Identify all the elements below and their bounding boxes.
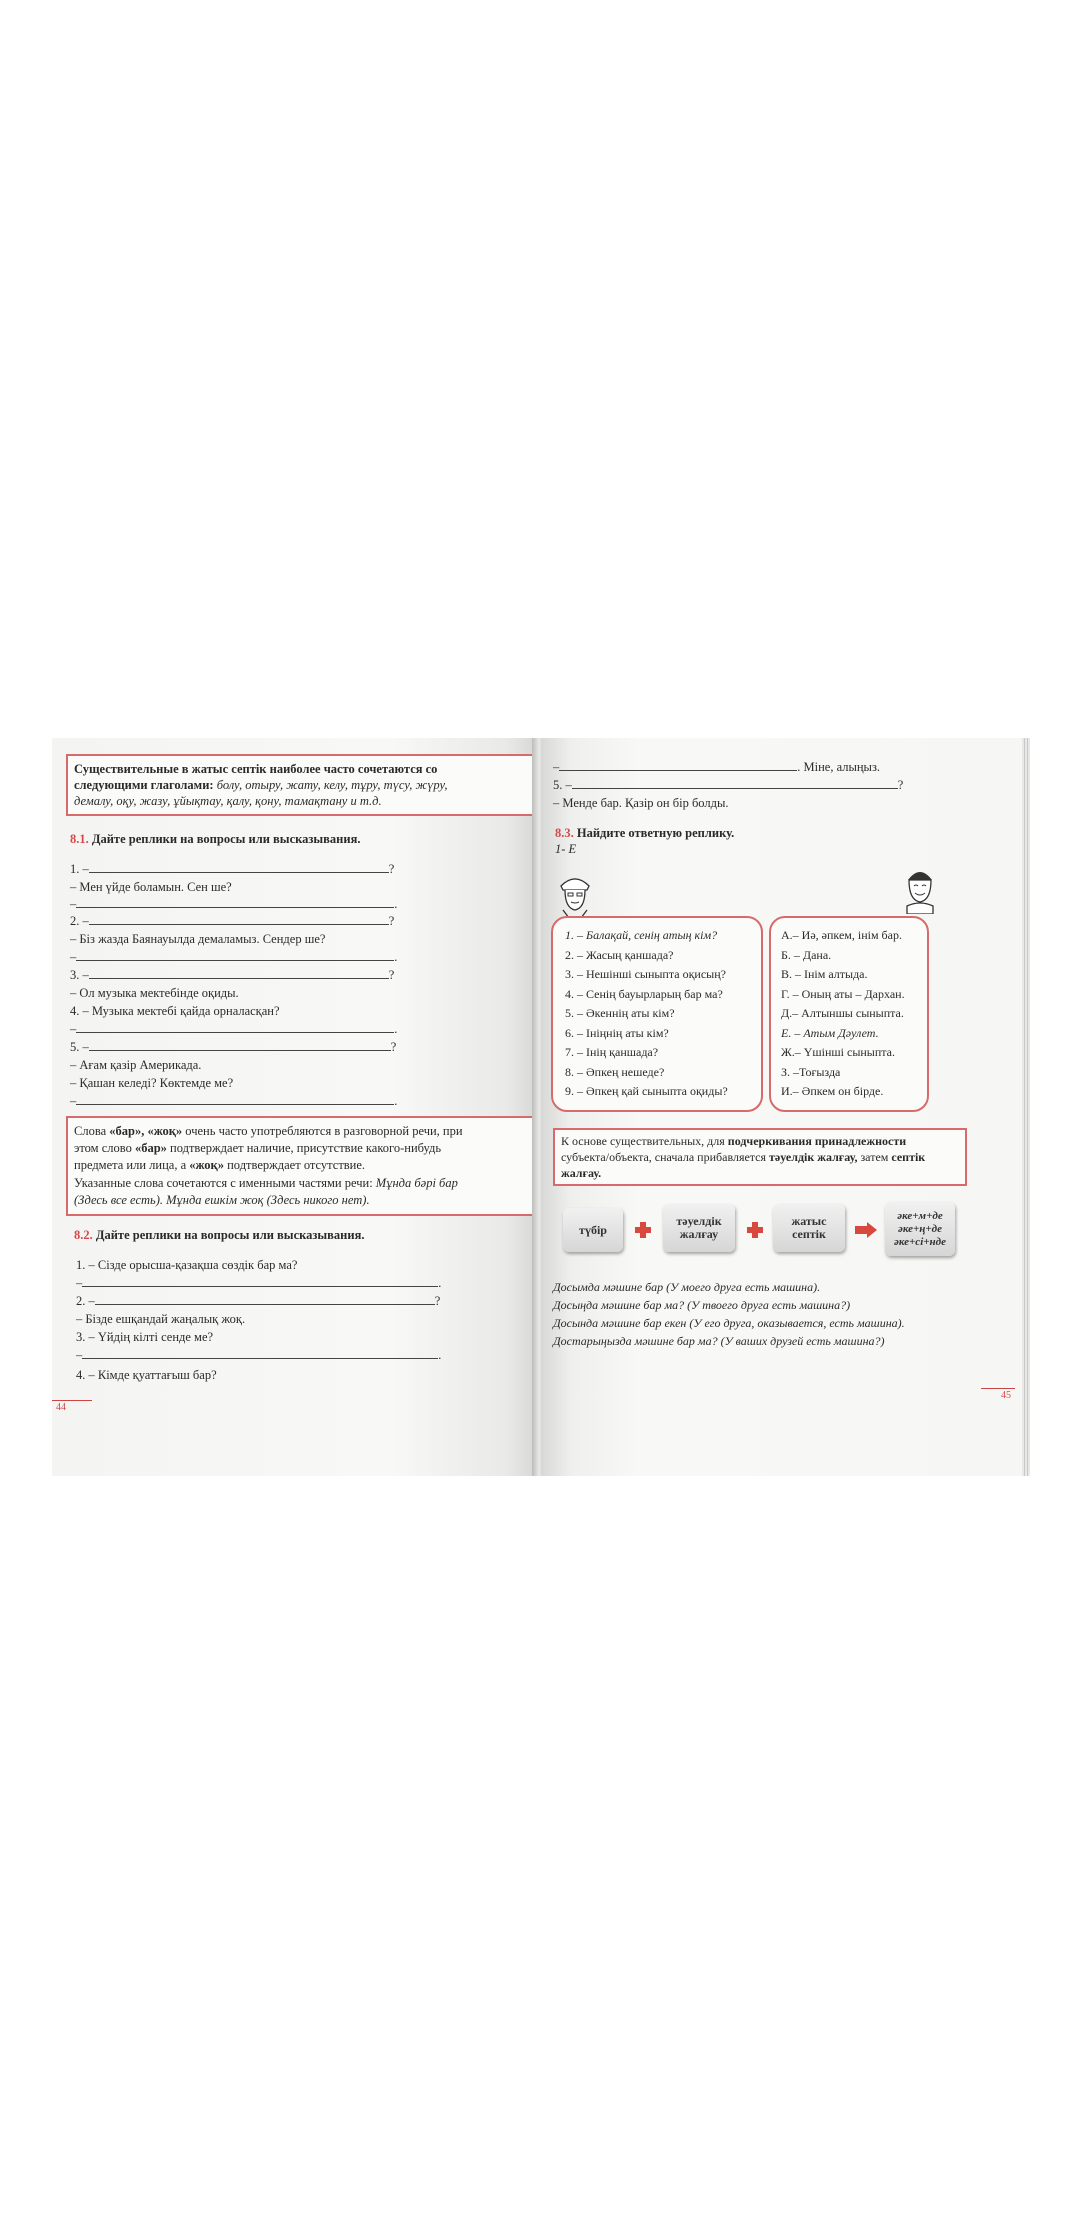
- chip-result: әке+м+де әке+ң+де әке+сі+нде: [885, 1202, 955, 1256]
- ex81-number: 8.1.: [70, 832, 89, 846]
- left-page: [52, 738, 536, 1476]
- ex82-line-3: 2. – ?: [76, 1294, 441, 1308]
- rule-box-zhatys: [66, 754, 536, 816]
- answer-item: И.– Әпкем он бірде.: [781, 1084, 884, 1098]
- question-item: 7. – Інің қаншада?: [565, 1045, 659, 1059]
- questions-bubble: [551, 916, 763, 1112]
- ex81-line-13: – Қашан келеді? Көктемде ме?: [70, 1076, 234, 1090]
- ex83-number: 8.3.: [555, 826, 574, 840]
- plus-icon: [635, 1222, 651, 1238]
- open-textbook: [52, 738, 1030, 1476]
- boy-with-cap-icon: [557, 870, 593, 918]
- footer-rule-right: [981, 1388, 1015, 1389]
- ex82-line-5: 3. – Үйдің кілті сенде ме?: [76, 1330, 214, 1344]
- answer-blank[interactable]: [572, 776, 898, 789]
- ex83-sample-answer: 1- Е: [555, 842, 577, 856]
- answer-item: Ж.– Үшінші сыныпта.: [781, 1045, 895, 1059]
- footer-rule-left: [52, 1400, 92, 1401]
- answer-item: В. – Інім алтыда.: [781, 967, 868, 981]
- example-line: Досымда мәшине бар (У моего друга есть машина).: [553, 1280, 821, 1294]
- chip-taueldik-zhalgau: тәуелдік жалғау: [663, 1204, 735, 1252]
- ex82-line-2: – .: [76, 1276, 442, 1290]
- arrow-right-icon: [855, 1222, 877, 1238]
- rule-line-1: Существительные в жатыс септік наиболее часто сочетаются со: [74, 762, 438, 776]
- answers-list: [781, 926, 905, 1102]
- question-item: 5. – Әкеннің аты кім?: [565, 1006, 675, 1020]
- ex81-line-7: 3. – ?: [70, 968, 395, 982]
- ex83-title: Найдите ответную реплику.: [573, 826, 735, 840]
- ex81-line-4: 2. – ?: [70, 914, 395, 928]
- answer-blank[interactable]: [95, 1292, 435, 1305]
- chip-tubir: түбір: [563, 1208, 623, 1252]
- answer-blank[interactable]: [89, 1038, 391, 1051]
- example-line: Достарыңызда мәшине бар ма? (У ваших друзей есть машина?): [553, 1334, 885, 1348]
- ex81-heading: [70, 830, 360, 849]
- bar-line-2: этом слово «бар» подтверждает наличие, присутствие какого-нибудь: [74, 1141, 442, 1155]
- ex81-line-9: 4. – Музыка мектебі қайда орналасқан?: [70, 1004, 280, 1018]
- right-page: [541, 738, 1030, 1476]
- question-item: 1. – Балақай, сенің атың кім?: [565, 928, 718, 942]
- ex81-title: Дайте реплики на вопросы или высказывания.: [88, 832, 361, 846]
- ex81-line-11: 5. – ?: [70, 1040, 397, 1054]
- answer-blank[interactable]: [76, 1092, 394, 1105]
- poss-line-2: субъекта/объекта, сначала прибавляется тәуелдік жалғау, затем септік: [561, 1150, 926, 1164]
- ex83-heading: [555, 824, 734, 843]
- ex82-line-1: 1. – Сізде орысша-қазақша сөздік бар ма?: [76, 1258, 298, 1272]
- ex81-line-14: – .: [70, 1094, 398, 1108]
- ex81-line-5: – Біз жазда Баянауылда демаламыз. Сендер ше?: [70, 932, 326, 946]
- right-top-line-1: – . Міне, алыңыз.: [553, 760, 881, 774]
- example-line: Досыңда мәшине бар ма? (У твоего друга есть машина?): [553, 1298, 851, 1312]
- ex81-line-8: – Ол музыка мектебінде оқиды.: [70, 986, 239, 1000]
- bar-zhok-box: [66, 1116, 536, 1216]
- answer-blank[interactable]: [559, 758, 797, 771]
- ex82-line-7: 4. – Кімде қуаттағыш бар?: [76, 1368, 217, 1382]
- ex82-heading: [74, 1226, 364, 1245]
- answer-blank[interactable]: [89, 966, 389, 979]
- bar-line-3: предмета или лица, а «жоқ» подтверждает отсутствие.: [74, 1158, 366, 1172]
- answers-bubble: [769, 916, 929, 1112]
- boy-smiling-icon: [903, 864, 937, 914]
- ex81-line-12: – Ағам қазір Америкада.: [70, 1058, 202, 1072]
- ex81-line-3: – .: [70, 897, 398, 911]
- ex82-line-4: – Бізде ешқандай жаңалық жоқ.: [76, 1312, 246, 1326]
- right-top-line-3: – Менде бар. Қазір он бір болды.: [553, 796, 729, 810]
- question-item: 9. – Әпкең қай сыныпта оқиды?: [565, 1084, 728, 1098]
- answer-item: З. –Тоғызда: [781, 1064, 841, 1079]
- question-item: 6. – Ініңнің аты кім?: [565, 1025, 669, 1040]
- possessive-rule-box: [553, 1128, 967, 1186]
- rule-line-2-italic: болу, отыру, жату, келу, тұру, түсу, жүру,: [213, 778, 448, 792]
- ex81-line-2: – Мен үйде боламын. Сен ше?: [70, 880, 232, 894]
- page-number-left: 44: [56, 1402, 66, 1413]
- poss-line-3: жалғау.: [561, 1166, 602, 1180]
- page-number-right: 45: [1001, 1390, 1011, 1401]
- bar-line-4: Указанные слова сочетаются с именными частями речи: Мұнда бәрі бар: [74, 1176, 458, 1190]
- chip-zhatys-septik: жатыс септік: [773, 1204, 845, 1252]
- answer-blank[interactable]: [89, 912, 389, 925]
- ex82-number: 8.2.: [74, 1228, 93, 1242]
- answer-blank[interactable]: [76, 895, 394, 908]
- ex81-line-6: – .: [70, 950, 398, 964]
- answer-item: Д.– Алтыншы сыныпта.: [781, 1006, 904, 1020]
- plus-icon: [747, 1222, 763, 1238]
- question-item: 2. – Жасың қаншада?: [565, 947, 674, 962]
- answer-item: Г. – Оның аты – Дархан.: [781, 986, 905, 1001]
- questions-list: [565, 926, 728, 1102]
- rule-line-3: демалу, оқу, жазу, ұйықтау, қалу, қону, тамақтану и т.д.: [74, 794, 382, 808]
- answer-blank[interactable]: [89, 860, 389, 873]
- bar-line-5: (Здесь все есть). Мұнда ешкім жоқ (Здесь никого нет).: [74, 1193, 370, 1207]
- question-item: 8. – Әпкең нешеде?: [565, 1064, 665, 1079]
- page-edge: [1022, 738, 1030, 1476]
- right-top-line-2: 5. – ?: [553, 778, 904, 792]
- example-line: Досында мәшине бар екен (У его друга, оказывается, есть машина).: [553, 1316, 905, 1330]
- poss-line-1: К основе существительных, для подчеркивания принадлежности: [561, 1134, 907, 1148]
- answer-blank[interactable]: [82, 1274, 438, 1287]
- answer-item: Б. – Дана.: [781, 947, 832, 962]
- question-item: 4. – Сенің бауырларың бар ма?: [565, 986, 723, 1001]
- ex82-line-6: – .: [76, 1348, 442, 1362]
- rule-line-2-bold: следующими глаголами:: [74, 778, 214, 792]
- ex82-title: Дайте реплики на вопросы или высказывания.: [92, 1228, 365, 1242]
- answer-blank[interactable]: [76, 948, 394, 961]
- ex81-line-1: 1. – ?: [70, 862, 395, 876]
- answer-blank[interactable]: [76, 1020, 394, 1033]
- answer-item: Е. – Атым Дәулет.: [781, 1025, 879, 1040]
- ex81-line-10: – .: [70, 1022, 398, 1036]
- answer-blank[interactable]: [82, 1346, 438, 1359]
- question-item: 3. – Нешінші сыныпта оқисың?: [565, 967, 726, 981]
- answer-item: А.– Иә, әпкем, інім бар.: [781, 928, 902, 942]
- bar-line-1: Слова «бар», «жоқ» очень часто употребляются в разговорной речи, при: [74, 1124, 463, 1138]
